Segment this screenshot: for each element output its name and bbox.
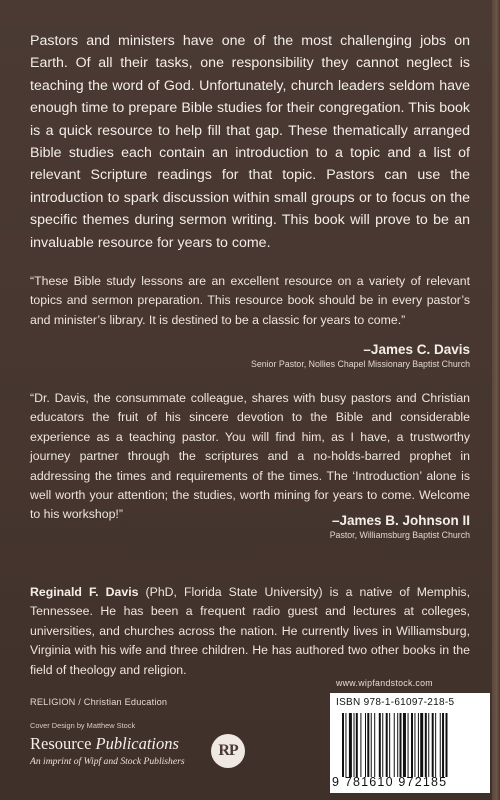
book-blurb: Pastors and ministers have one of the most challenging jobs on Earth. Of all their tasks, one responsibility they cannot neglect is teaching the word of God. Unfortunately, church leaders seldom have enough time to prepare Bible studies for their congregation. This book is a quick resource to help fill that gap. These thematically arranged Bible studies each contain an introduction to a topic and a list of relevant Scripture readings for that topic. Pastors can use the introduction to spark discussion within small groups or to focus on the specific themes during sermon writing. This book will prove to be an invaluable resource for years to come. [30,33,470,251]
endorsement-attribution-2 [330,513,470,541]
publisher-name-italic: Publications [95,734,179,753]
publisher-name-main: Resource [30,734,96,753]
cover-design-credit: Cover Design by Matthew Stock [30,721,136,730]
author-bio [30,583,470,680]
publisher-imprint: An imprint of Wipf and Stock Publishers [30,756,185,767]
endorser-role-2: Pastor, Williamsburg Baptist Church [329,530,470,540]
barcode-number: 9 781610 972185 [332,775,448,789]
book-category: RELIGION / Christian Education [30,697,168,707]
endorsement-quote-2: “Dr. Davis, the consummate colleague, shares with busy pastors and Christian educators the fruit of his sincere devotion to the Bible and considerable experience as a teaching pastor. You will find him, as I have, a trustworthy journey partner through the scriptures and a no-holds-barred prophet in addressing the times and requirements of the times. The ‘Introduction’ alone is well worth your attention; the studies, worth mining for years to come. Welcome to his workshop!” [30,391,470,522]
publisher-logo-icon: RP [211,734,245,768]
endorsement-quote-1: “These Bible study lessons are an excellent resource on a variety of relevant topics and sermon preparation. This resource book should be in every pastor’s and minister’s library. It is destined to be a classic for years to come.” [30,274,470,327]
publisher-name [30,734,179,754]
endorser-name-1: –James C. Davis [363,342,470,357]
publisher-website: www.wipfandstock.com [336,678,433,688]
isbn-label: ISBN 978-1-61097-218-5 [336,697,455,708]
endorser-name-2: –James B. Johnson II [331,513,470,528]
author-name: Reginald F. Davis [30,585,139,599]
barcode-icon [342,713,482,777]
cover-edge [492,0,500,800]
endorsement-attribution-1 [251,342,470,370]
barcode-panel [330,693,490,793]
author-bio-text: (PhD, Florida State University) is a native of Memphis, Tennessee. He has been a frequent radio guest and lectures at colleges, universities, and churches across the nation. He currently lives in Williamsburg, Virginia with his wife and three children. He has authored two other books in the field of theology and religion. [30,585,470,677]
endorser-role-1: Senior Pastor, Nollies Chapel Missionary Baptist Church [250,359,470,369]
